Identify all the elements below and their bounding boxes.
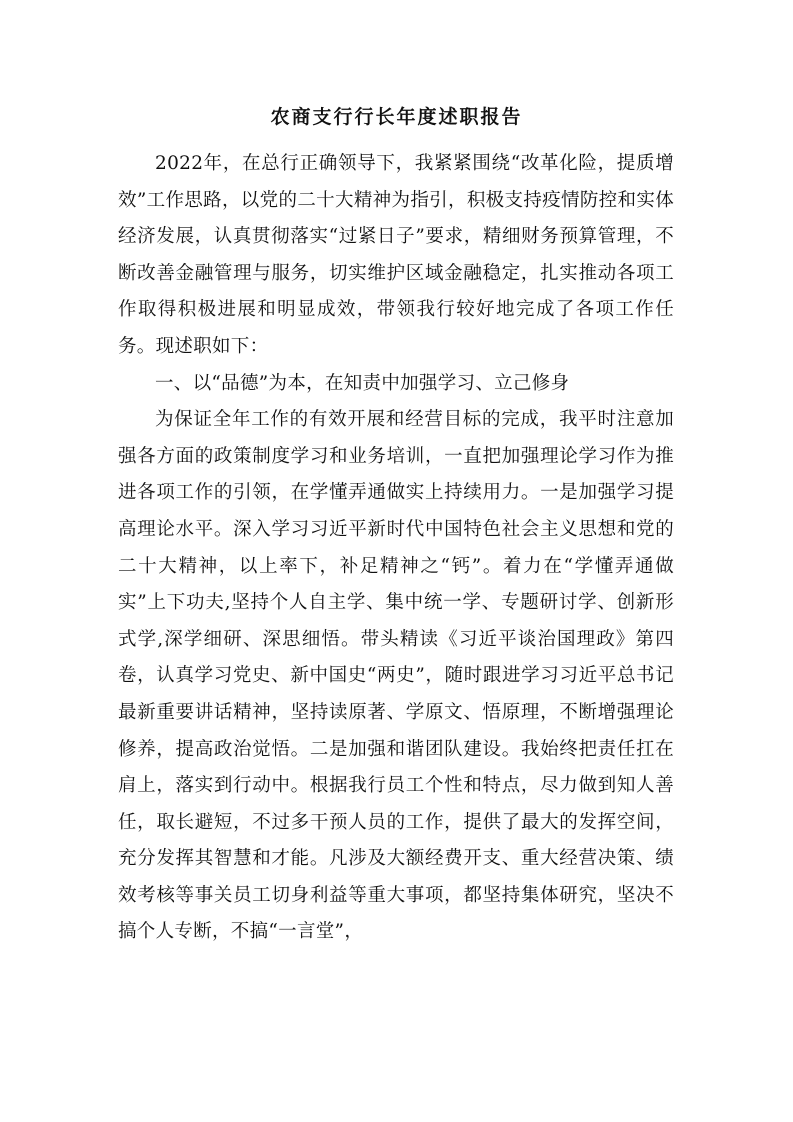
document-body	[118, 146, 674, 951]
document-title: 农商支行行长年度述职报告	[270, 106, 523, 128]
intro-paragraph: 2022年，在总行正确领导下，我紧紧围绕“改革化险，提质增效”工作思路，以党的二十大精神为指引，积极支持疫情防控和实体经济发展，认真贯彻落实“过紧日子”要求，精细财务预算管理，不断改善金融管理与服务，切实维护区域金融稳定，扎实推动各项工作取得积极进展和明显成效，带领我行较好地完成了各项工作任务。现述职如下：	[118, 153, 674, 357]
section-heading: 一、以“品德”为本，在知责中加强学习、立己修身	[155, 372, 570, 394]
section-paragraph: 为保证全年工作的有效开展和经营目标的完成，我平时注意加强各方面的政策制度学习和业务培训，一直把加强理论学习作为推进各项工作的引领，在学懂弄通做实上持续用力。一是加强学习提高理论水平。深入学习习近平新时代中国特色社会主义思想和党的二十大精神，以上率下，补足精神之“钙”。着力在“学懂弄通做实”上下功夫,坚持个人自主学、集中统一学、专题研讨学、创新形式学,深学细研、深思细悟。带头精读《习近平谈治国理政》第四卷，认真学习党史、新中国史“两史”，随时跟进学习习近平总书记最新重要讲话精神，坚持读原著、学原文、悟原理，不断增强理论修养，提高政治觉悟。二是加强和谐团队建设。我始终把责任扛在肩上，落实到行动中。根据我行员工个性和特点，尽力做到知人善任，取长避短，不过多干预人员的工作，提供了最大的发挥空间，充分发挥其智慧和才能。凡涉及大额经费开支、重大经营决策、绩效考核等事关员工切身利益等重大事项，都坚持集体研究，坚决不搞个人专断，不搞“一言堂”，	[118, 409, 674, 943]
